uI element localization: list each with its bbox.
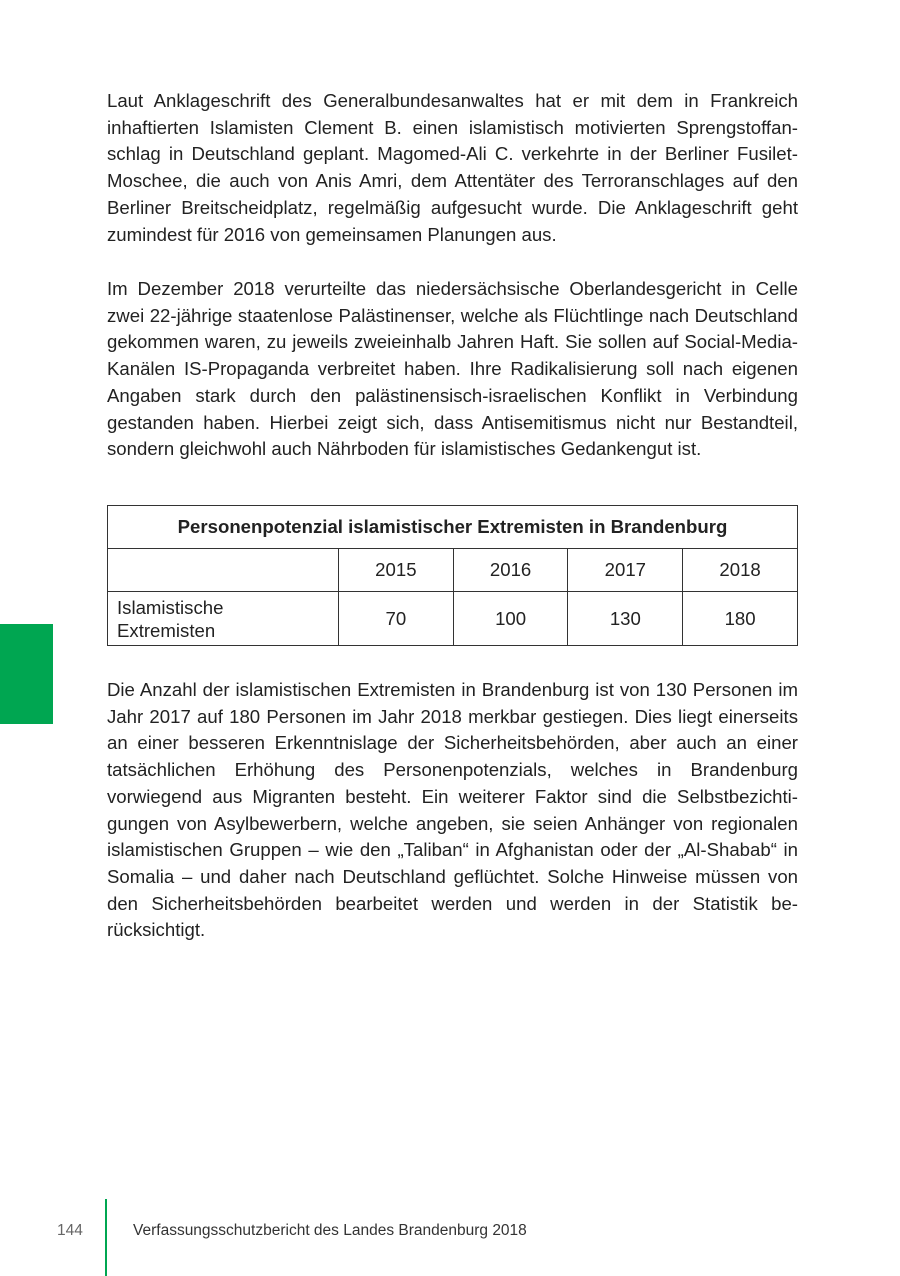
table-year-2017: 2017 [568,549,683,592]
table-year-2016: 2016 [453,549,568,592]
table-value-2016: 100 [453,592,568,646]
table-value-2018: 180 [683,592,798,646]
footer-title: Verfassungsschutzbericht des Landes Brandenburg 2018 [133,1222,527,1239]
table-year-2015: 2015 [339,549,454,592]
row-label-line-2: Extremisten [117,619,216,641]
table-row [108,592,798,646]
table-year-2018: 2018 [683,549,798,592]
table-value-2015: 70 [339,592,454,646]
body-paragraph-1: Laut Anklageschrift des Generalbundesanwaltes hat er mit dem in Frankreich inhaftierten Islamisten Clement B. einen islamistisch motivierten Sprengstoffanschlag in Deutschland geplant. Magomed-Ali C. verkehrte in der Berliner Fusilet-Moschee, die auch von Anis Amri, dem Attentäter des Terroranschlages auf den Berliner Breitscheidplatz, regelmäßig aufgesucht wurde. Die Anklageschrift geht zumindest für 2016 von gemeinsamen Planungen aus. [107,90,798,245]
table-caption: Personenpotenzial islamistischer Extremisten in Brandenburg [108,506,798,549]
body-paragraph-3: Die Anzahl der islamistischen Extremisten in Brandenburg ist von 130 Personen im Jahr 2017 auf 180 Personen im Jahr 2018 merkbar gestiegen. Dies liegt einerseits an einer besseren Erkenntnislage der Sicherheitsbehörden, aber auch an einer tatsächlichen Erhöhung des Personenpotenzials, welches in Brandenburg vorwiegend aus Migranten besteht. Ein weiterer Faktor sind die Selbstbezichtigungen von Asylbewerbern, welche angeben, sie seien Anhänger von regionalen islamistischen Gruppen – wie den „Taliban“ in Afghanistan oder der „Al-Shabab“ in Somalia – und daher nach Deutschland geflüchtet. Solche Hinweise müssen von den Sicherheitsbehörden bearbeitet werden und werden in der Statistik berücksichtigt. [107,679,798,941]
table-header-row [108,549,798,592]
row-label-line-1: Islamistische [117,596,224,618]
table-row-label [108,592,339,646]
extremists-table [107,505,798,646]
table-value-2017: 130 [568,592,683,646]
footer-divider [105,1199,107,1276]
chapter-marker-tab [0,624,53,724]
body-paragraph-2: Im Dezember 2018 verurteilte das niedersächsische Oberlandesgericht in Celle zwei 22-jährige staatenlose Palästinenser, welche als Flüchtlinge nach Deutschland gekommen waren, zu jeweils zweieinhalb Jahren Haft. Sie sollen auf Social-Media-Kanälen IS-Propaganda verbreitet haben. Ihre Radikalisierung soll nach eigenen Angaben stark durch den palästinensisch-israelischen Konflikt in Verbindung gestanden haben. Hierbei zeigt sich, dass Antisemitismus nicht nur Bestandteil, sondern gleichwohl auch Nährboden für islamistisches Gedankengut ist. [107,278,798,460]
table-header-empty-cell [108,549,339,592]
page-number: 144 [57,1222,83,1239]
table-caption-row [108,506,798,549]
